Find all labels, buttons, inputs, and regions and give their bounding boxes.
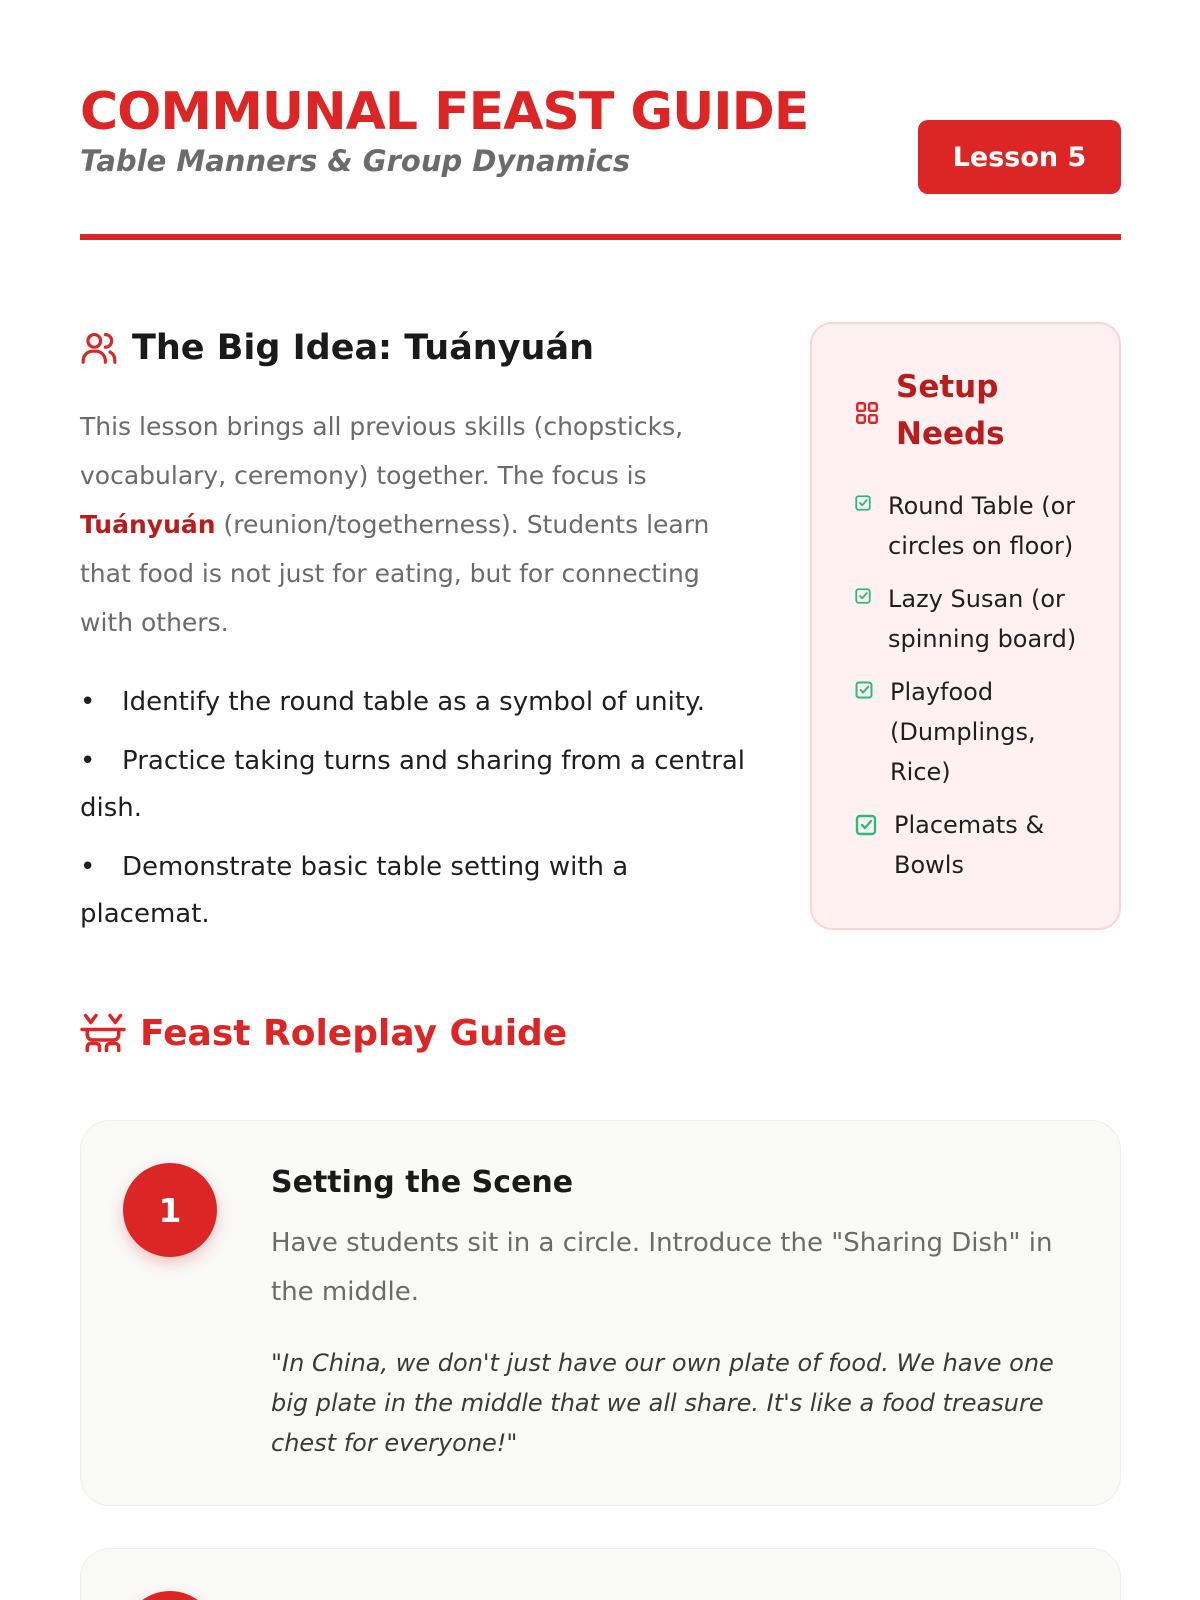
objectives-list — [80, 679, 760, 938]
setup-list — [854, 486, 1083, 885]
setup-item-label: Placemats & Bowls — [894, 811, 1045, 879]
check-square-icon — [854, 494, 872, 512]
list-item — [854, 805, 1083, 885]
big-idea-section — [80, 322, 760, 950]
lesson-badge: Lesson 5 — [918, 120, 1121, 194]
step-text: Have students sit in a circle. Introduce the "Sharing Dish" in the middle. — [271, 1228, 1053, 1307]
roleplay-heading — [80, 1012, 567, 1054]
setup-title — [854, 364, 1083, 458]
step-body — [271, 1163, 1071, 1463]
list-item: • Identify the round table as a symbol of unity. — [80, 679, 760, 726]
setup-item-label: Lazy Susan (or spinning board) — [888, 585, 1077, 653]
grid-icon — [854, 400, 880, 426]
page-subtitle: Table Manners & Group Dynamics — [80, 144, 631, 178]
roleplay-heading-text: Feast Roleplay Guide — [140, 1012, 568, 1054]
check-square-icon — [854, 813, 878, 837]
list-item — [854, 579, 1083, 659]
intro-text-end: (reunion/togetherness). Students learn that food is not just for eating, but for connecting with others. — [80, 510, 710, 637]
intro-paragraph — [80, 402, 760, 647]
intro-highlight: Tuányuán — [80, 510, 216, 539]
users-icon — [80, 329, 118, 367]
check-square-icon — [854, 587, 872, 605]
list-item: • Demonstrate basic table setting with a placemat. — [80, 844, 760, 938]
setup-item-label: Playfood (Dumplings, Rice) — [890, 678, 1036, 786]
setup-needs-card — [810, 322, 1121, 930]
step-card — [80, 1548, 1121, 1600]
page-header — [80, 82, 1121, 242]
header-divider — [80, 234, 1121, 240]
step-quote: "In China, we don't just have our own plate of food. We have one big plate in the middle that we all share. It's like a food treasure chest for everyone!" — [271, 1349, 1054, 1457]
dining-icon — [80, 1012, 126, 1054]
page-title: COMMUNAL FEAST GUIDE — [80, 82, 809, 142]
list-item: • Practice taking turns and sharing from a central dish. — [80, 738, 760, 832]
list-item — [854, 486, 1083, 566]
setup-item-label: Round Table (or circles on floor) — [888, 492, 1076, 560]
step-number: 1 — [123, 1163, 217, 1257]
step-number — [123, 1591, 217, 1600]
big-idea-heading — [80, 322, 760, 374]
step-title: Setting the Scene — [271, 1165, 574, 1200]
setup-title-text: Setup Needs — [896, 369, 1005, 452]
list-item — [854, 672, 1083, 792]
big-idea-heading-text: The Big Idea: Tuányuán — [132, 328, 594, 368]
step-card — [80, 1120, 1121, 1506]
intro-text-start: This lesson brings all previous skills (chopsticks, vocabulary, ceremony) together. The focus is — [80, 412, 684, 490]
check-square-icon — [854, 680, 874, 700]
